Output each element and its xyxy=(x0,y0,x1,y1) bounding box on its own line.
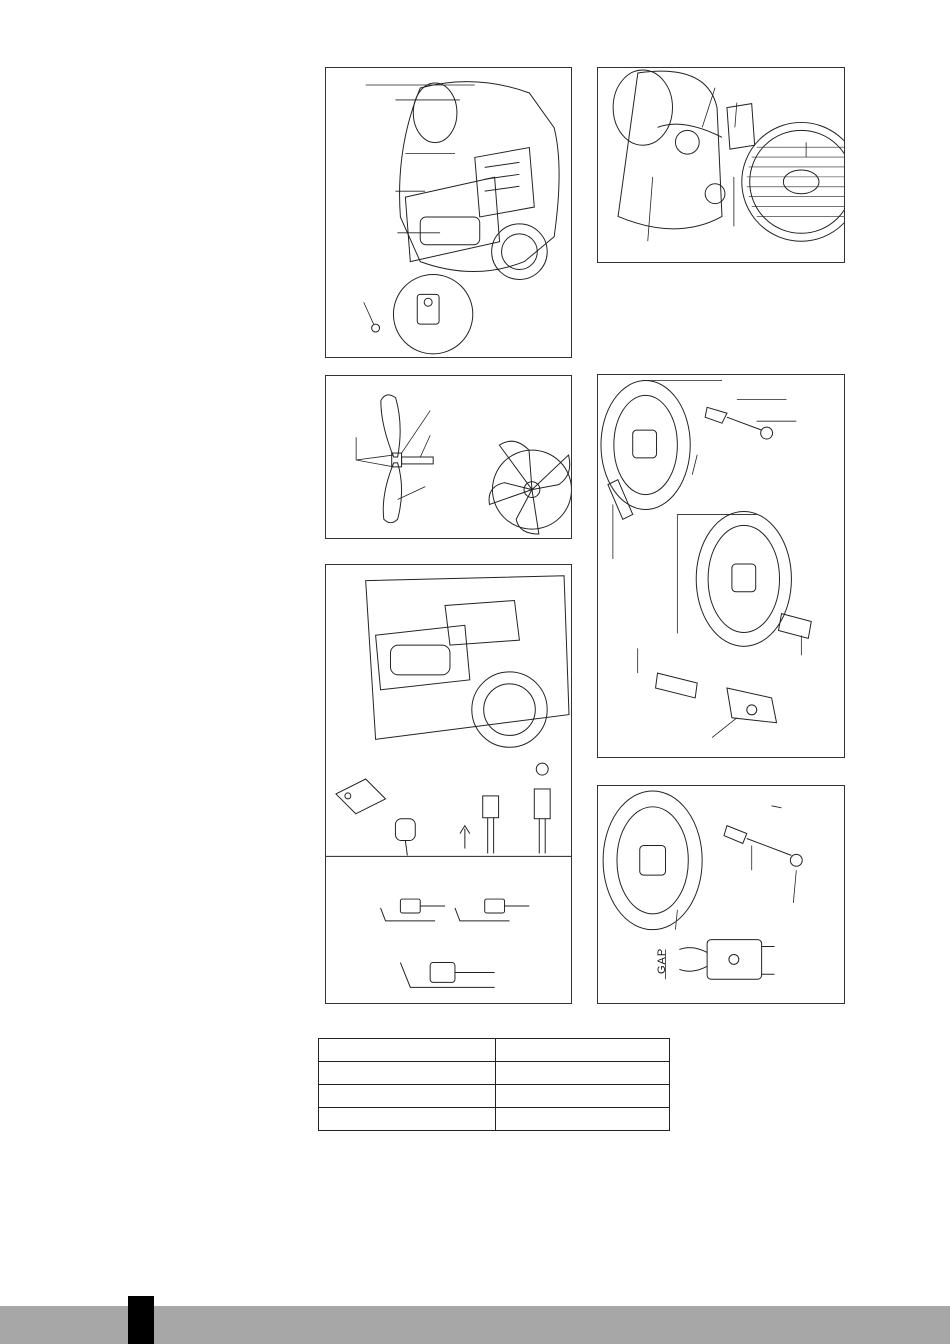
table-row xyxy=(319,1062,670,1085)
table-cell xyxy=(496,1108,670,1131)
figure-photocell-mounting xyxy=(325,564,572,1004)
exploded-heater-housing-icon xyxy=(326,68,571,357)
table-cell xyxy=(319,1039,496,1062)
footer-page-tab xyxy=(128,1296,154,1344)
figure-fan-grille-removal xyxy=(597,67,845,263)
table-row xyxy=(319,1108,670,1131)
table-cell xyxy=(496,1062,670,1085)
table-row xyxy=(319,1085,670,1108)
fan-blade-shaft-icon xyxy=(326,376,571,538)
spec-table xyxy=(318,1038,670,1131)
figure-burner-head-nozzle xyxy=(597,374,845,758)
photocell-bracket-icon xyxy=(326,565,571,1003)
table-cell xyxy=(319,1108,496,1131)
figure-electrode-gap xyxy=(597,785,845,1004)
table-cell xyxy=(319,1062,496,1085)
rear-grille-fan-icon xyxy=(598,68,844,262)
table-cell xyxy=(319,1085,496,1108)
table-row xyxy=(319,1039,670,1062)
figure-fan-blade-alignment xyxy=(325,375,572,539)
table-cell xyxy=(496,1039,670,1062)
gap-label: GAP xyxy=(656,947,668,974)
figure-heater-cover-removal xyxy=(325,67,572,358)
burner-nozzle-assembly-icon xyxy=(598,375,844,757)
ignition-electrode-icon xyxy=(598,786,844,1003)
table-cell xyxy=(496,1085,670,1108)
